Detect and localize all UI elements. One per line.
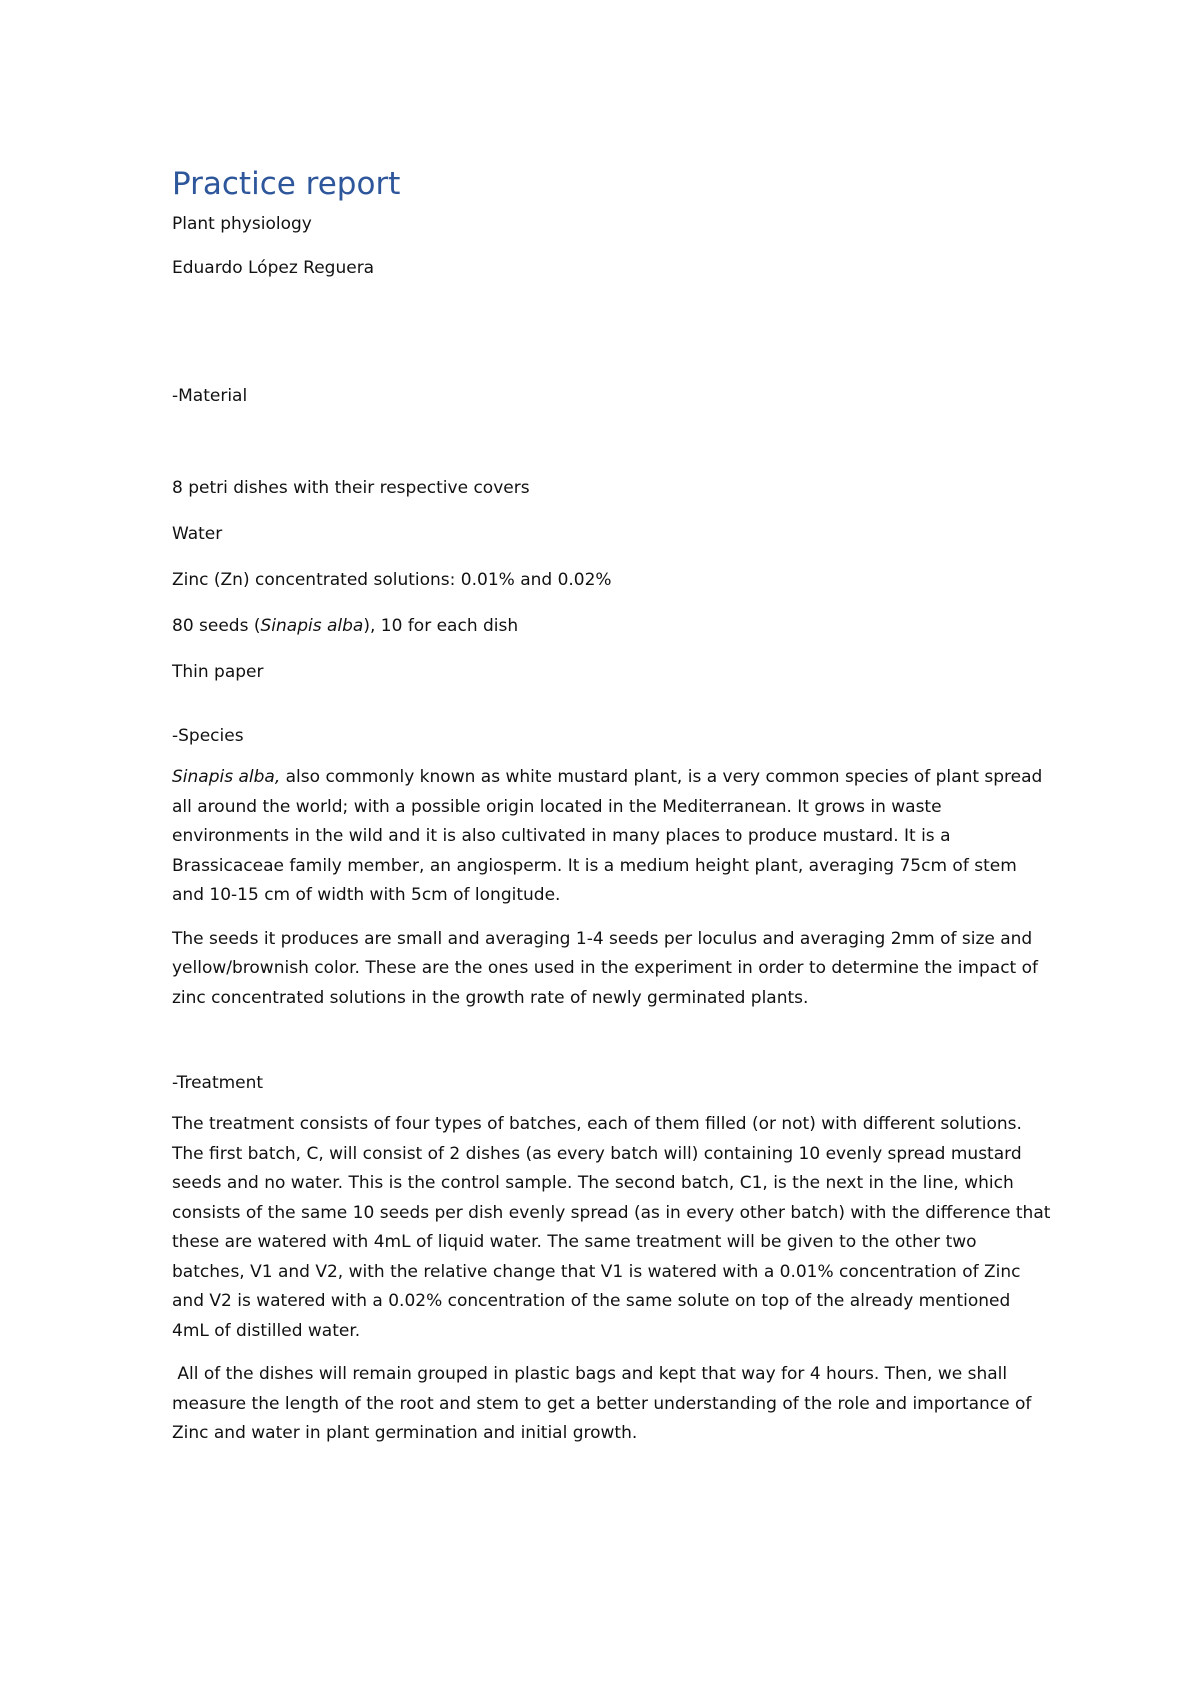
material-item-thin-paper: Thin paper bbox=[172, 662, 264, 682]
treatment-paragraph-2: All of the dishes will remain grouped in plastic bags and kept that way for 4 hours. Then, we shall measure the length of the root and stem to get a better understanding of the role and importance of Zinc and water in plant germination and initial growth. bbox=[172, 1364, 1037, 1443]
treatment-heading: -Treatment bbox=[172, 1073, 264, 1093]
document-title: Practice report bbox=[172, 166, 401, 202]
species-paragraph-1 bbox=[172, 763, 1052, 911]
species-paragraph-2: The seeds it produces are small and averaging 1-4 seeds per loculus and averaging 2mm of size and yellow/brownish color. These are the ones used in the experiment in order to determine the impact of zinc concentrated solutions in the growth rate of newly germinated plants. bbox=[172, 928, 1039, 1008]
material-item-seeds bbox=[172, 614, 1052, 638]
material-item-petri-dishes: 8 petri dishes with their respective covers bbox=[172, 478, 530, 498]
material-item-zinc-solutions: Zinc (Zn) concentrated solutions: 0.01% and 0.02% bbox=[172, 570, 612, 590]
document-subtitle: Plant physiology bbox=[172, 214, 312, 234]
material-heading: -Material bbox=[172, 386, 248, 406]
material-list bbox=[172, 476, 1052, 684]
author-name: Eduardo López Reguera bbox=[172, 258, 375, 278]
seeds-suffix: ), 10 for each dish bbox=[363, 616, 519, 636]
species-heading: -Species bbox=[172, 726, 244, 746]
treatment-paragraph-1: The treatment consists of four types of batches, each of them filled (or not) with different solutions. The first batch, C, will consist of 2 dishes (as every batch will) containing 10 evenly spread mustard seeds and no water. This is the control sample. The second batch, C1, is the next in the line, which consists of the same 10 seeds per dish evenly spread (as in every other batch) with the difference that these are watered with 4mL of liquid water. The same treatment will be given to the other two batches, V1 and V2, with the relative change that V1 is watered with a 0.01% concentration of Zinc and V2 is watered with a 0.02% concentration of the same solute on top of the already mentioned 4mL of distilled water. bbox=[172, 1114, 1051, 1341]
seeds-prefix: 80 seeds ( bbox=[172, 616, 261, 636]
species-paragraph-1-text: also commonly known as white mustard plant, is a very common species of plant spread all around the world; with a possible origin located in the Mediterranean. It grows in waste environments in the wild and it is also cultivated in many places to produce mustard. It is a Brassicaceae family member, an angiosperm. It is a medium height plant, averaging 75cm of stem and 10-15 cm of width with 5cm of longitude. bbox=[172, 767, 1043, 905]
document-page bbox=[172, 166, 1052, 1449]
seeds-species-name: Sinapis alba bbox=[260, 616, 364, 636]
species-name: Sinapis alba, bbox=[172, 767, 281, 787]
material-item-water: Water bbox=[172, 524, 223, 544]
